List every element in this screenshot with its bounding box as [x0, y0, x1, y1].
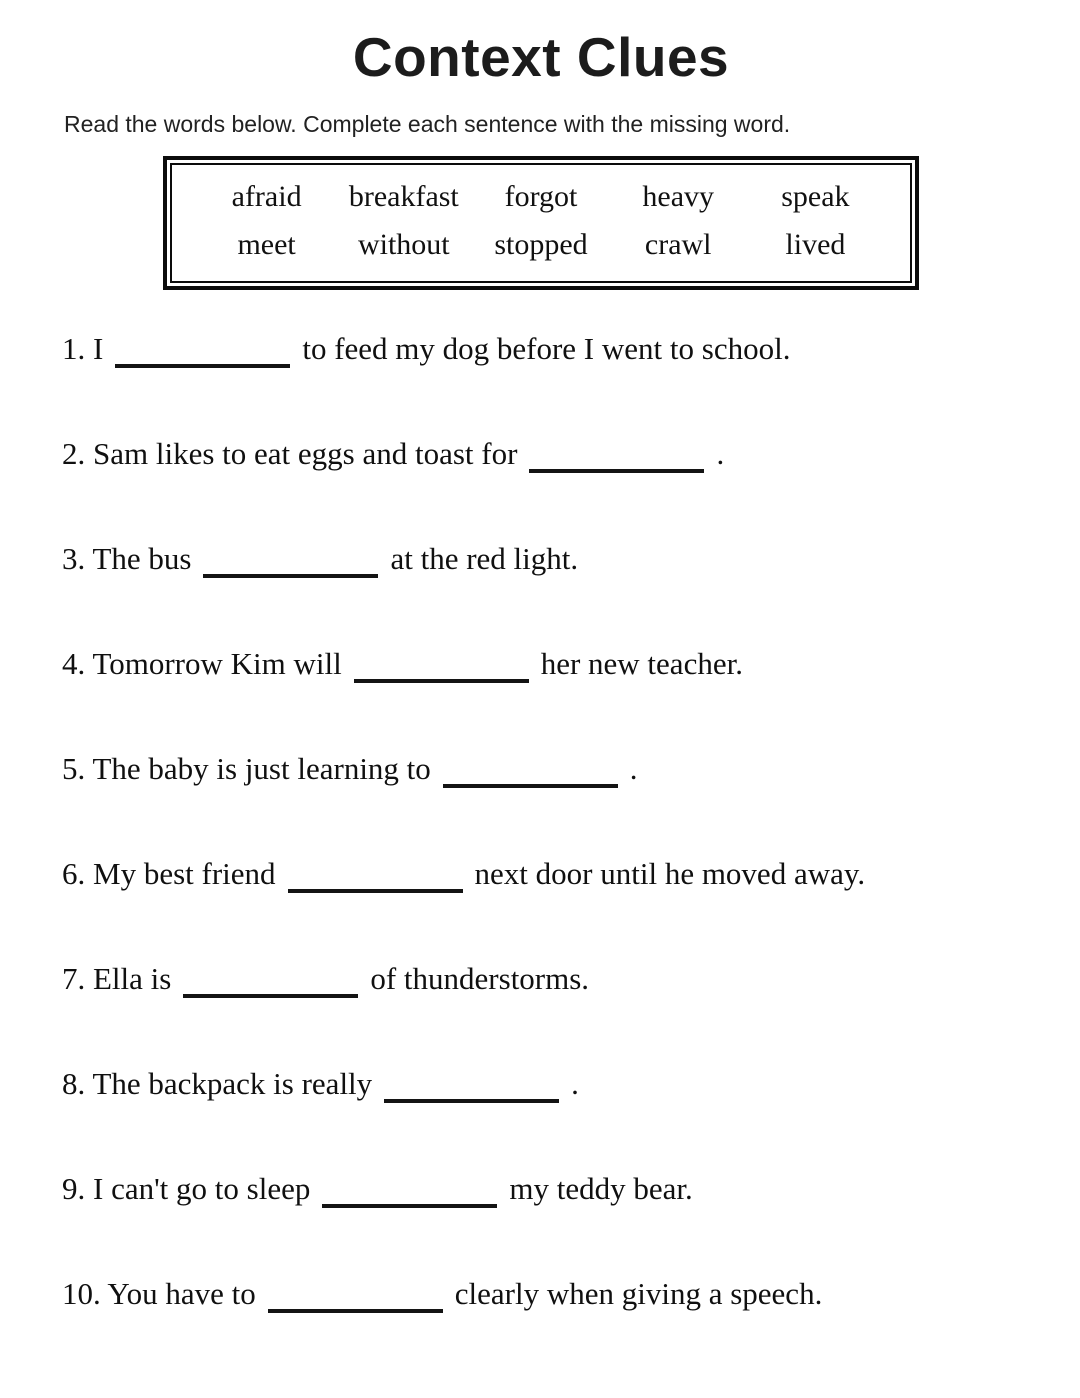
answer-blank-5[interactable] — [443, 784, 618, 788]
sentence-6-after: next door until he moved away. — [474, 855, 866, 891]
answer-blank-10[interactable] — [268, 1309, 443, 1313]
sentence-6-before: 6. My best friend — [62, 855, 276, 891]
word-bank-word: stopped — [494, 227, 588, 261]
word-bank-box — [163, 156, 919, 290]
word-bank-word: meet — [237, 227, 296, 261]
sentence-2 — [62, 434, 1020, 474]
word-bank-word: speak — [781, 179, 850, 213]
sentence-6 — [62, 854, 1020, 894]
word-bank-word: heavy — [642, 179, 715, 213]
sentence-4 — [62, 644, 1020, 684]
instructions-text: Read the words below. Complete each sentence with the missing word. — [64, 111, 791, 137]
word-bank-row-2 — [198, 221, 884, 269]
sentence-3-after: at the red light. — [390, 540, 579, 576]
sentence-9-before: 9. I can't go to sleep — [62, 1170, 311, 1206]
answer-blank-7[interactable] — [183, 994, 358, 998]
sentence-8-after: . — [571, 1065, 579, 1101]
sentence-3 — [62, 539, 1020, 579]
sentence-8-before: 8. The backpack is really — [62, 1065, 373, 1101]
answer-blank-9[interactable] — [322, 1204, 497, 1208]
word-bank-word: crawl — [644, 227, 712, 261]
sentence-10-before: 10. You have to — [62, 1275, 256, 1311]
sentence-5-before: 5. The baby is just learning to — [62, 750, 431, 786]
sentence-8 — [62, 1064, 1020, 1104]
sentence-7-before: 7. Ella is — [62, 960, 172, 996]
sentence-10-after: clearly when giving a speech. — [454, 1275, 823, 1311]
sentence-1-after: to feed my dog before I went to school. — [302, 330, 791, 366]
sentence-7-after: of thunderstorms. — [370, 960, 590, 996]
word-bank-word: forgot — [504, 179, 578, 213]
word-bank-word: lived — [785, 227, 846, 261]
sentence-5-after: . — [629, 750, 638, 786]
sentence-9-after: my teddy bear. — [509, 1170, 693, 1206]
word-bank-word: without — [357, 227, 450, 261]
sentence-4-before: 4. Tomorrow Kim will — [62, 645, 342, 681]
sentence-1 — [62, 329, 1020, 369]
word-bank-word: breakfast — [348, 179, 459, 213]
sentence-5 — [62, 749, 1020, 789]
sentence-4-after: her new teacher. — [540, 645, 743, 681]
word-bank-row-1 — [198, 173, 884, 221]
word-bank-inner-border — [170, 163, 912, 283]
answer-blank-4[interactable] — [354, 679, 529, 683]
sentence-2-before: 2. Sam likes to eat eggs and toast for — [62, 435, 518, 471]
sentence-10 — [62, 1274, 1020, 1314]
answer-blank-8[interactable] — [384, 1099, 559, 1103]
sentence-1-before: 1. I — [62, 330, 104, 366]
answer-blank-1[interactable] — [115, 364, 290, 368]
sentence-3-before: 3. The bus — [62, 540, 192, 576]
answer-blank-6[interactable] — [288, 889, 463, 893]
answer-blank-3[interactable] — [203, 574, 378, 578]
sentence-7 — [62, 959, 1020, 999]
answer-blank-2[interactable] — [529, 469, 704, 473]
sentence-2-after: . — [716, 435, 725, 471]
page-title: Context Clues — [352, 26, 730, 88]
sentence-list — [62, 329, 1020, 1314]
sentence-9 — [62, 1169, 1020, 1209]
word-bank-word: afraid — [231, 179, 302, 213]
